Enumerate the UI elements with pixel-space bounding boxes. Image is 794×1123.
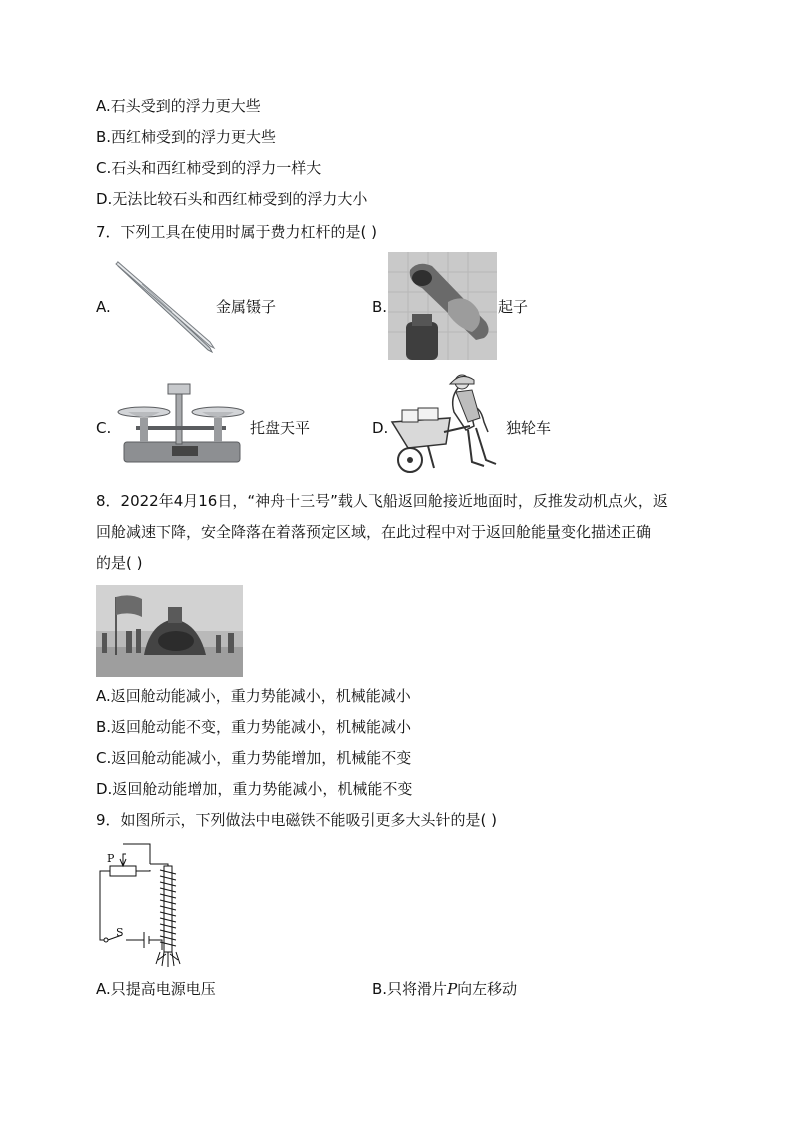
circuit-label-switch: S (116, 926, 124, 939)
q9-option-b-var: P (447, 980, 458, 998)
q7-choice-d-name: 独轮车 (506, 419, 552, 437)
q7-choice-c-letter: C. (96, 419, 112, 437)
q7-choice-b-name: 起子 (498, 298, 529, 316)
q6-option-b: B.西红柿受到的浮力更大些 (96, 128, 277, 146)
q7-choice-d-letter: D. (372, 419, 389, 437)
q8-stem-line2: 回舱减速下降，安全降落在着落预定区域，在此过程中对于返回舱能量变化描述正确 (96, 523, 652, 541)
bottle-opener-icon (388, 252, 497, 360)
q9-option-b-pre: B.只将滑片 (372, 980, 448, 998)
balance-scale-icon (114, 382, 248, 466)
electromagnet-circuit-diagram (94, 840, 194, 972)
q9-option-b-post: 向左移动 (457, 980, 518, 998)
q9-option-b (372, 979, 517, 999)
q7-choice-a-name: 金属镊子 (216, 298, 277, 316)
q7-choice-c-name: 托盘天平 (250, 419, 311, 437)
q8-option-a: A.返回舱动能减小，重力势能减小，机械能减小 (96, 687, 411, 705)
q6-option-c: C.石头和西红柿受到的浮力一样大 (96, 159, 322, 177)
q7-stem: 7．下列工具在使用时属于费力杠杆的是( ) (96, 223, 378, 241)
q7-choice-b-letter: B. (372, 298, 388, 316)
q9-stem: 9．如图所示，下列做法中电磁铁不能吸引更多大头针的是( ) (96, 811, 498, 829)
q6-option-a: A.石头受到的浮力更大些 (96, 97, 261, 115)
q8-option-b: B.返回舱动能不变，重力势能减小，机械能减小 (96, 718, 412, 736)
wheelbarrow-icon (388, 374, 502, 478)
q8-stem-line1: 8．2022年4月16日，“神舟十三号”载人飞船返回舱接近地面时，反推发动机点火，返 (96, 492, 668, 510)
q7-choice-a-letter: A. (96, 298, 111, 316)
circuit-label-slider: P (107, 852, 115, 865)
q8-option-d: D.返回舱动能增加，重力势能减小，机械能不变 (96, 780, 413, 798)
q6-option-d: D.无法比较石头和西红柿受到的浮力大小 (96, 190, 368, 208)
tweezers-icon (112, 256, 218, 356)
return-capsule-photo (96, 585, 243, 677)
q8-option-c: C.返回舱动能减小，重力势能增加，机械能不变 (96, 749, 412, 767)
q9-option-a: A.只提高电源电压 (96, 980, 216, 998)
q8-stem-line3: 的是( ) (96, 554, 143, 572)
